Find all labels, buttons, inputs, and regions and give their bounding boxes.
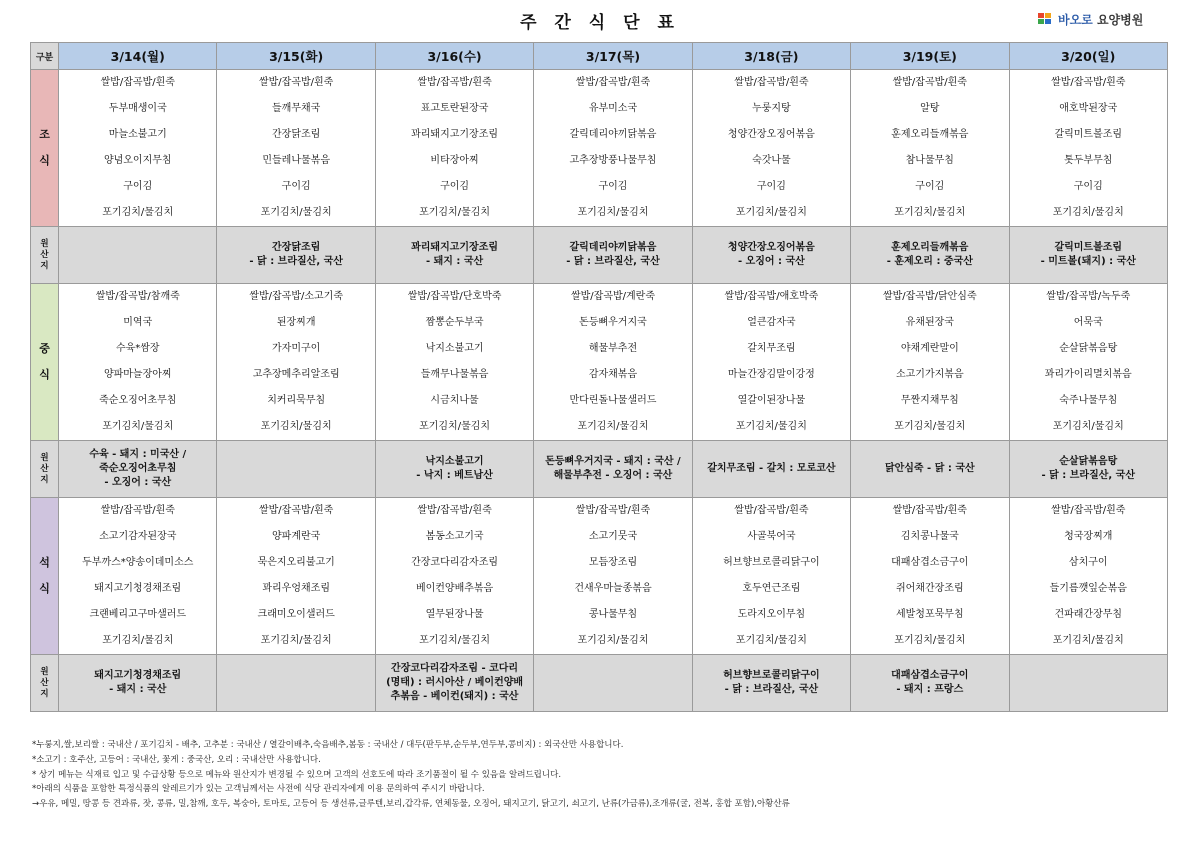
menu-item: 포기김치/물김치 (1052, 635, 1124, 646)
lunch-origin-row (31, 441, 1168, 498)
menu-item: 갈릭미트볼조림 (1054, 129, 1123, 140)
origin-line: - 돼지 : 프랑스 (896, 684, 964, 695)
menu-item: 시금치나물 (430, 395, 479, 406)
breakfast-row (31, 70, 1168, 227)
lunch-menu-cell (59, 284, 217, 441)
day-header: 3/19(토) (851, 43, 1009, 70)
origin-line: 갈릭미트볼조림 (1054, 242, 1123, 253)
origin-line: 간장닭조림 (272, 242, 321, 253)
origin-line: 대패삼겹소금구이 (891, 670, 969, 681)
meal-label-char: 중 (39, 342, 50, 355)
origin-line: - 미트볼(돼지) : 국산 (1040, 256, 1136, 267)
origin-line: 수육 - 돼지 : 미국산 / (89, 449, 187, 460)
lunch-label (31, 284, 59, 441)
dinner-origin-row (31, 655, 1168, 712)
menu-item: 순살닭볶음탕 (1059, 343, 1118, 354)
dinner-origin-cell (1009, 655, 1168, 712)
lunch-menu-cell (534, 284, 692, 441)
menu-item: 감자채볶음 (588, 369, 638, 380)
breakfast-menu-cell (534, 70, 692, 227)
menu-item: 쌀밥/잡곡밥/흰죽 (575, 77, 651, 88)
breakfast-label (31, 70, 59, 227)
page-title: 주 간 식 단 표 (520, 13, 680, 33)
dinner-origin-cell (534, 655, 692, 712)
origin-line: 죽순오징어초무침 (99, 463, 177, 474)
menu-item: 도라지오이무침 (737, 609, 806, 620)
dinner-menu-cell (1009, 498, 1168, 655)
menu-item: 돼지고기청경채조림 (94, 583, 182, 594)
origin-line: 순살닭볶음탕 (1059, 456, 1118, 467)
lunch-menu-cell (851, 284, 1009, 441)
origin-line: 청양간장오징어볶음 (727, 242, 815, 253)
menu-item: 낙지소불고기 (425, 343, 484, 354)
menu-item: 쌀밥/잡곡밥/흰죽 (258, 505, 334, 516)
dinner-menu-cell (59, 498, 217, 655)
menu-item: 구이김 (1073, 181, 1103, 192)
menu-item: 청국장찌개 (1064, 531, 1113, 542)
origin-line: - 닭 : 브라질산, 국산 (566, 256, 660, 267)
dinner-menu-cell (851, 498, 1009, 655)
menu-item: 사골북어국 (747, 531, 796, 542)
menu-item: 포기김치/물김치 (1052, 421, 1124, 432)
menu-item: 참나물무침 (905, 155, 954, 166)
lunch-origin-cell (1009, 441, 1168, 498)
origin-line: - 돼지 : 국산 (109, 684, 167, 695)
origin-label (31, 655, 59, 712)
lunch-origin-cell (217, 441, 375, 498)
menu-item: 수육*쌈장 (115, 343, 160, 354)
menu-item: 갈치무조림 (747, 343, 796, 354)
menu-item: 쌀밥/잡곡밥/단호박죽 (407, 291, 502, 302)
origin-line: 갈치무조림 - 갈치 : 모로코산 (707, 463, 836, 474)
menu-item: 비타장아찌 (430, 155, 479, 166)
menu-item: 포기김치/물김치 (735, 635, 807, 646)
menu-item: 김치콩나물국 (900, 531, 959, 542)
menu-item: 쌀밥/잡곡밥/흰죽 (734, 77, 809, 88)
dinner-origin-cell (375, 655, 533, 712)
menu-item: 모듬장조림 (588, 557, 638, 568)
menu-item: 톳두부무침 (1064, 155, 1113, 166)
menu-item: 건파래간장무침 (1054, 609, 1123, 620)
meal-label-char: 석 (39, 556, 50, 569)
menu-item: 치커리묵무침 (267, 395, 326, 406)
menu-item: 들깨무채국 (272, 103, 321, 114)
origin-line: - 오징어 : 국산 (737, 256, 805, 267)
menu-item: 포기김치/물김치 (577, 635, 649, 646)
breakfast-menu-cell (692, 70, 850, 227)
breakfast-origin-cell (1009, 227, 1168, 284)
lunch-menu-cell (692, 284, 850, 441)
origin-line: 낙지소불고기 (425, 456, 484, 467)
menu-item: 포기김치/물김치 (419, 635, 491, 646)
menu-item: 소고기감자된장국 (99, 531, 177, 542)
dinner-menu-cell (217, 498, 375, 655)
dinner-menu-cell (534, 498, 692, 655)
menu-item: 훈제오리들깨볶음 (891, 129, 969, 140)
menu-item: 구이김 (598, 181, 628, 192)
menu-item: 만다린돌나물샐러드 (569, 395, 657, 406)
origin-line: - 닭 : 브라질산, 국산 (1041, 470, 1135, 481)
menu-item: 쌀밥/잡곡밥/흰죽 (417, 505, 492, 516)
day-header: 3/16(수) (375, 43, 533, 70)
menu-item: 얼큰감자국 (747, 317, 796, 328)
menu-item: 포기김치/물김치 (577, 421, 649, 432)
weekly-menu-table (30, 42, 1168, 712)
origin-label-char: 원 (40, 452, 49, 463)
origin-line: 간장코다리감자조림 - 코다리 (391, 663, 519, 674)
menu-item: 해물부추전 (588, 343, 638, 354)
menu-item: 숙주나물무침 (1059, 395, 1118, 406)
meal-label-char: 식 (39, 582, 50, 595)
menu-item: 유채된장국 (905, 317, 954, 328)
menu-item: 포기김치/물김치 (735, 421, 807, 432)
menu-item: 야채계란말이 (900, 343, 959, 354)
menu-item: 쌀밥/잡곡밥/흰죽 (258, 77, 334, 88)
menu-item: 크랜베리고구마샐러드 (89, 609, 187, 620)
menu-item: 알탕 (920, 103, 940, 114)
menu-item: 포기김치/물김치 (260, 635, 332, 646)
menu-item: 포기김치/물김치 (419, 421, 491, 432)
breakfast-menu-cell (375, 70, 533, 227)
breakfast-origin-cell (59, 227, 217, 284)
breakfast-origin-cell (375, 227, 533, 284)
breakfast-origin-cell (534, 227, 692, 284)
menu-item: 고추장메추리알조림 (252, 369, 340, 380)
menu-item: 마늘소불고기 (108, 129, 167, 140)
day-header: 3/14(월) (59, 43, 217, 70)
menu-item: 간장코다리감자조림 (411, 557, 499, 568)
menu-item: 대패삼겹소금구이 (891, 557, 969, 568)
menu-item: 쌀밥/잡곡밥/흰죽 (1051, 505, 1126, 516)
origin-line: - 닭 : 브라질산, 국산 (249, 256, 343, 267)
lunch-menu-cell (217, 284, 375, 441)
origin-label-char: 지 (40, 688, 49, 699)
lunch-origin-cell (59, 441, 217, 498)
note-line: →우유, 메밀, 땅콩 등 견과류, 잣, 콩류, 밀,참깨, 호두, 복숭아, 토마토, 고등어 등 생선류,글루텐,보리,갑각류, 연체동물, 오징어, 돼지고기, 닭고기, 쇠고기, 난류(가금류),조개류(굴, 전복, 홍합 포함),아황산류 (32, 799, 790, 810)
menu-item: 쌀밥/잡곡밥/계란죽 (570, 291, 655, 302)
menu-item: 숙갓나물 (752, 155, 791, 166)
menu-item: 들기름깻잎순볶음 (1049, 583, 1127, 594)
dinner-label (31, 498, 59, 655)
lunch-row (31, 284, 1168, 441)
menu-item: 쌀밥/잡곡밥/애호박죽 (724, 291, 819, 302)
menu-item: 쌀밥/잡곡밥/소고기죽 (249, 291, 344, 302)
lunch-origin-cell (534, 441, 692, 498)
origin-label-char: 산 (40, 249, 49, 260)
origin-line: 갈릭데리야끼닭볶음 (569, 242, 657, 253)
origin-line: 꽈리돼지고기장조림 (411, 242, 499, 253)
menu-item: 허브향브로콜리닭구이 (723, 557, 820, 568)
menu-item: 포기김치/물김치 (894, 635, 966, 646)
lunch-origin-cell (375, 441, 533, 498)
dinner-origin-cell (692, 655, 850, 712)
lunch-menu-cell (375, 284, 533, 441)
origin-line: 돈등뼈우거지국 - 돼지 : 국산 / (545, 456, 681, 467)
menu-item: 양념오이지무침 (103, 155, 172, 166)
menu-item: 구이김 (281, 181, 311, 192)
menu-item: 열갈이된장나물 (737, 395, 806, 406)
menu-item: 포기김치/물김치 (260, 207, 332, 218)
breakfast-menu-cell (59, 70, 217, 227)
menu-item: 애호박된장국 (1059, 103, 1118, 114)
menu-item: 쥐어채간장조림 (895, 583, 964, 594)
menu-item: 민들레나물볶음 (262, 155, 330, 166)
breakfast-origin-row (31, 227, 1168, 284)
menu-item: 무짠지채무침 (900, 395, 959, 406)
dinner-menu-cell (692, 498, 850, 655)
menu-item: 쌀밥/잡곡밥/흰죽 (417, 77, 492, 88)
menu-item: 유부미소국 (588, 103, 638, 114)
origin-line: 훈제오리들깨볶음 (891, 242, 969, 253)
menu-item: 포기김치/물김치 (735, 207, 807, 218)
menu-item: 두부까스*양송이데미소스 (82, 557, 194, 568)
breakfast-menu-cell (217, 70, 375, 227)
menu-item: 포기김치/물김치 (577, 207, 649, 218)
menu-item: 쌀밥/잡곡밥/닭안심죽 (882, 291, 977, 302)
breakfast-menu-cell (1009, 70, 1168, 227)
menu-item: 쌀밥/잡곡밥/흰죽 (734, 505, 809, 516)
origin-label-char: 원 (40, 666, 49, 677)
origin-line: 추볶음 - 베이컨(돼지) : 국산 (390, 691, 519, 702)
menu-item: 구이김 (123, 181, 153, 192)
origin-label-char: 지 (40, 260, 49, 271)
breakfast-menu-cell (851, 70, 1009, 227)
menu-item: 죽순오징어초무침 (99, 395, 177, 406)
menu-item: 베이컨양배추볶음 (415, 583, 494, 594)
origin-line: - 낙지 : 베트남산 (416, 470, 493, 481)
logo-brand: 바오로 (1058, 12, 1093, 27)
menu-item: 봄동소고기국 (425, 531, 484, 542)
day-header: 3/15(화) (217, 43, 375, 70)
menu-item: 포기김치/물김치 (102, 635, 174, 646)
menu-item: 미역국 (123, 317, 153, 328)
note-line: *누룽지,쌀,보리쌀 : 국내산 / 포기김치 - 배추, 고추분 : 국내산 / 열갈이배추,숙음배추,봄동 : 국내산 / 대두(판두부,순두부,연두부,콩비지) : 외국산만 사용합니다. (32, 740, 624, 750)
header-row (31, 43, 1168, 70)
day-header: 3/18(금) (692, 43, 850, 70)
origin-label-char: 원 (40, 238, 49, 249)
menu-item: 고추장방풍나물무침 (569, 155, 657, 166)
menu-item: 묵은지오리불고기 (257, 557, 335, 568)
day-header: 3/20(일) (1009, 43, 1168, 70)
origin-line: - 훈제오리 : 중국산 (886, 256, 973, 267)
lunch-origin-cell (692, 441, 850, 498)
menu-item: 포기김치/물김치 (894, 421, 966, 432)
menu-item: 어묵국 (1073, 317, 1103, 328)
lunch-menu-cell (1009, 284, 1168, 441)
menu-item: 표고토란된장국 (420, 103, 489, 114)
menu-item: 구이김 (915, 181, 945, 192)
menu-item: 포기김치/물김치 (102, 421, 174, 432)
menu-item: 된장찌개 (276, 317, 316, 328)
menu-item: 콩나물무침 (588, 609, 638, 620)
origin-line: 해물부추전 - 오징어 : 국산 (553, 470, 673, 481)
menu-item: 구이김 (756, 181, 786, 192)
hospital-logo (1038, 10, 1143, 28)
menu-item: 세발청포묵무침 (895, 609, 964, 620)
origin-line: (명태) : 러시아산 / 베이컨양배 (386, 677, 524, 688)
menu-item: 열무된장나물 (425, 609, 484, 620)
logo-text (1058, 11, 1143, 28)
dinner-menu-cell (375, 498, 533, 655)
menu-item: 짬뽕순두부국 (425, 317, 484, 328)
menu-item: 건새우마늘종볶음 (574, 583, 652, 594)
breakfast-origin-cell (217, 227, 375, 284)
meal-label-char: 조 (39, 128, 50, 141)
day-header: 3/17(목) (534, 43, 692, 70)
menu-item: 두부매생이국 (108, 103, 167, 114)
menu-item: 포기김치/물김치 (1052, 207, 1124, 218)
menu-item: 쌀밥/잡곡밥/흰죽 (1051, 77, 1126, 88)
origin-line: 닭안심죽 - 닭 : 국산 (884, 463, 975, 474)
menu-item: 마늘간장김말이강정 (727, 369, 815, 380)
dinner-row (31, 498, 1168, 655)
origin-line: 돼지고기청경채조림 (94, 670, 182, 681)
origin-line: 허브향브로콜리닭구이 (723, 670, 820, 681)
menu-item: 크래미오이샐러드 (257, 609, 335, 620)
menu-item: 소고기가지볶음 (895, 369, 964, 380)
menu-item: 쌀밥/잡곡밥/흰죽 (100, 505, 175, 516)
origin-label-char: 산 (40, 677, 49, 688)
logo-name: 요양병원 (1096, 12, 1144, 27)
menu-item: 호두연근조림 (742, 583, 801, 594)
origin-label-char: 산 (40, 463, 49, 474)
menu-item: 들깨무나물볶음 (420, 369, 489, 380)
logo-icon (1038, 13, 1054, 25)
breakfast-origin-cell (851, 227, 1009, 284)
note-line: *아래의 식품을 포함한 특정식품의 알레르기가 있는 고객님께서는 사전에 식당 관리자에게 이용 문의하여 주시기 바랍니다. (32, 784, 485, 795)
menu-item: 꽈리우엉채조림 (262, 583, 330, 594)
menu-item: 포기김치/물김치 (260, 421, 332, 432)
note-line: *소고기 : 호주산, 고등어 : 국내산, 꽃게 : 중국산, 오리 : 국내산만 사용합니다. (32, 754, 321, 765)
dinner-origin-cell (59, 655, 217, 712)
origin-label (31, 227, 59, 284)
menu-item: 쌀밥/잡곡밥/흰죽 (892, 505, 967, 516)
meal-label-char: 식 (39, 368, 50, 381)
menu-item: 쌀밥/잡곡밥/흰죽 (100, 77, 175, 88)
menu-item: 꽈리가이리멸치볶음 (1044, 369, 1132, 380)
menu-item: 갈릭데리야끼닭볶음 (569, 129, 657, 140)
menu-item: 꽈리돼지고기장조림 (411, 129, 499, 140)
menu-item: 양파계란국 (272, 531, 321, 542)
breakfast-origin-cell (692, 227, 850, 284)
menu-item: 청양간장오징어볶음 (727, 129, 815, 140)
menu-item: 쌀밥/잡곡밥/흰죽 (575, 505, 651, 516)
dinner-origin-cell (851, 655, 1009, 712)
menu-item: 쌀밥/잡곡밥/흰죽 (892, 77, 967, 88)
dinner-origin-cell (217, 655, 375, 712)
origin-label (31, 441, 59, 498)
menu-item: 쌀밥/잡곡밥/녹두죽 (1046, 291, 1131, 302)
origin-line: - 오징어 : 국산 (104, 477, 172, 488)
menu-item: 구이김 (440, 181, 470, 192)
menu-item: 포기김치/물김치 (419, 207, 491, 218)
menu-item: 쌀밥/잡곡밥/참깨죽 (95, 291, 180, 302)
menu-item: 누룽지탕 (752, 103, 791, 114)
menu-item: 포기김치/물김치 (894, 207, 966, 218)
menu-item: 소고기뭇국 (588, 531, 638, 542)
notes-section (32, 738, 790, 812)
menu-item: 돈등뼈우거지국 (579, 317, 647, 328)
menu-item: 양파마늘장아찌 (103, 369, 172, 380)
meal-label-char: 식 (39, 154, 50, 167)
menu-item: 간장닭조림 (272, 129, 321, 140)
origin-line: - 닭 : 브라질산, 국산 (724, 684, 819, 695)
menu-item: 포기김치/물김치 (102, 207, 174, 218)
note-line: * 상기 메뉴는 식재료 입고 및 수급상황 등으로 메뉴와 원산지가 변경될 수 있으며 고객의 선호도에 따라 조기품절이 될 수 있음을 알려드립니다. (32, 769, 562, 780)
lunch-origin-cell (851, 441, 1009, 498)
origin-line: - 돼지 : 국산 (425, 256, 484, 267)
menu-item: 가자미구이 (272, 343, 321, 354)
corner-label: 구분 (31, 43, 59, 70)
menu-item: 삼치구이 (1068, 557, 1108, 568)
origin-label-char: 지 (40, 474, 49, 485)
